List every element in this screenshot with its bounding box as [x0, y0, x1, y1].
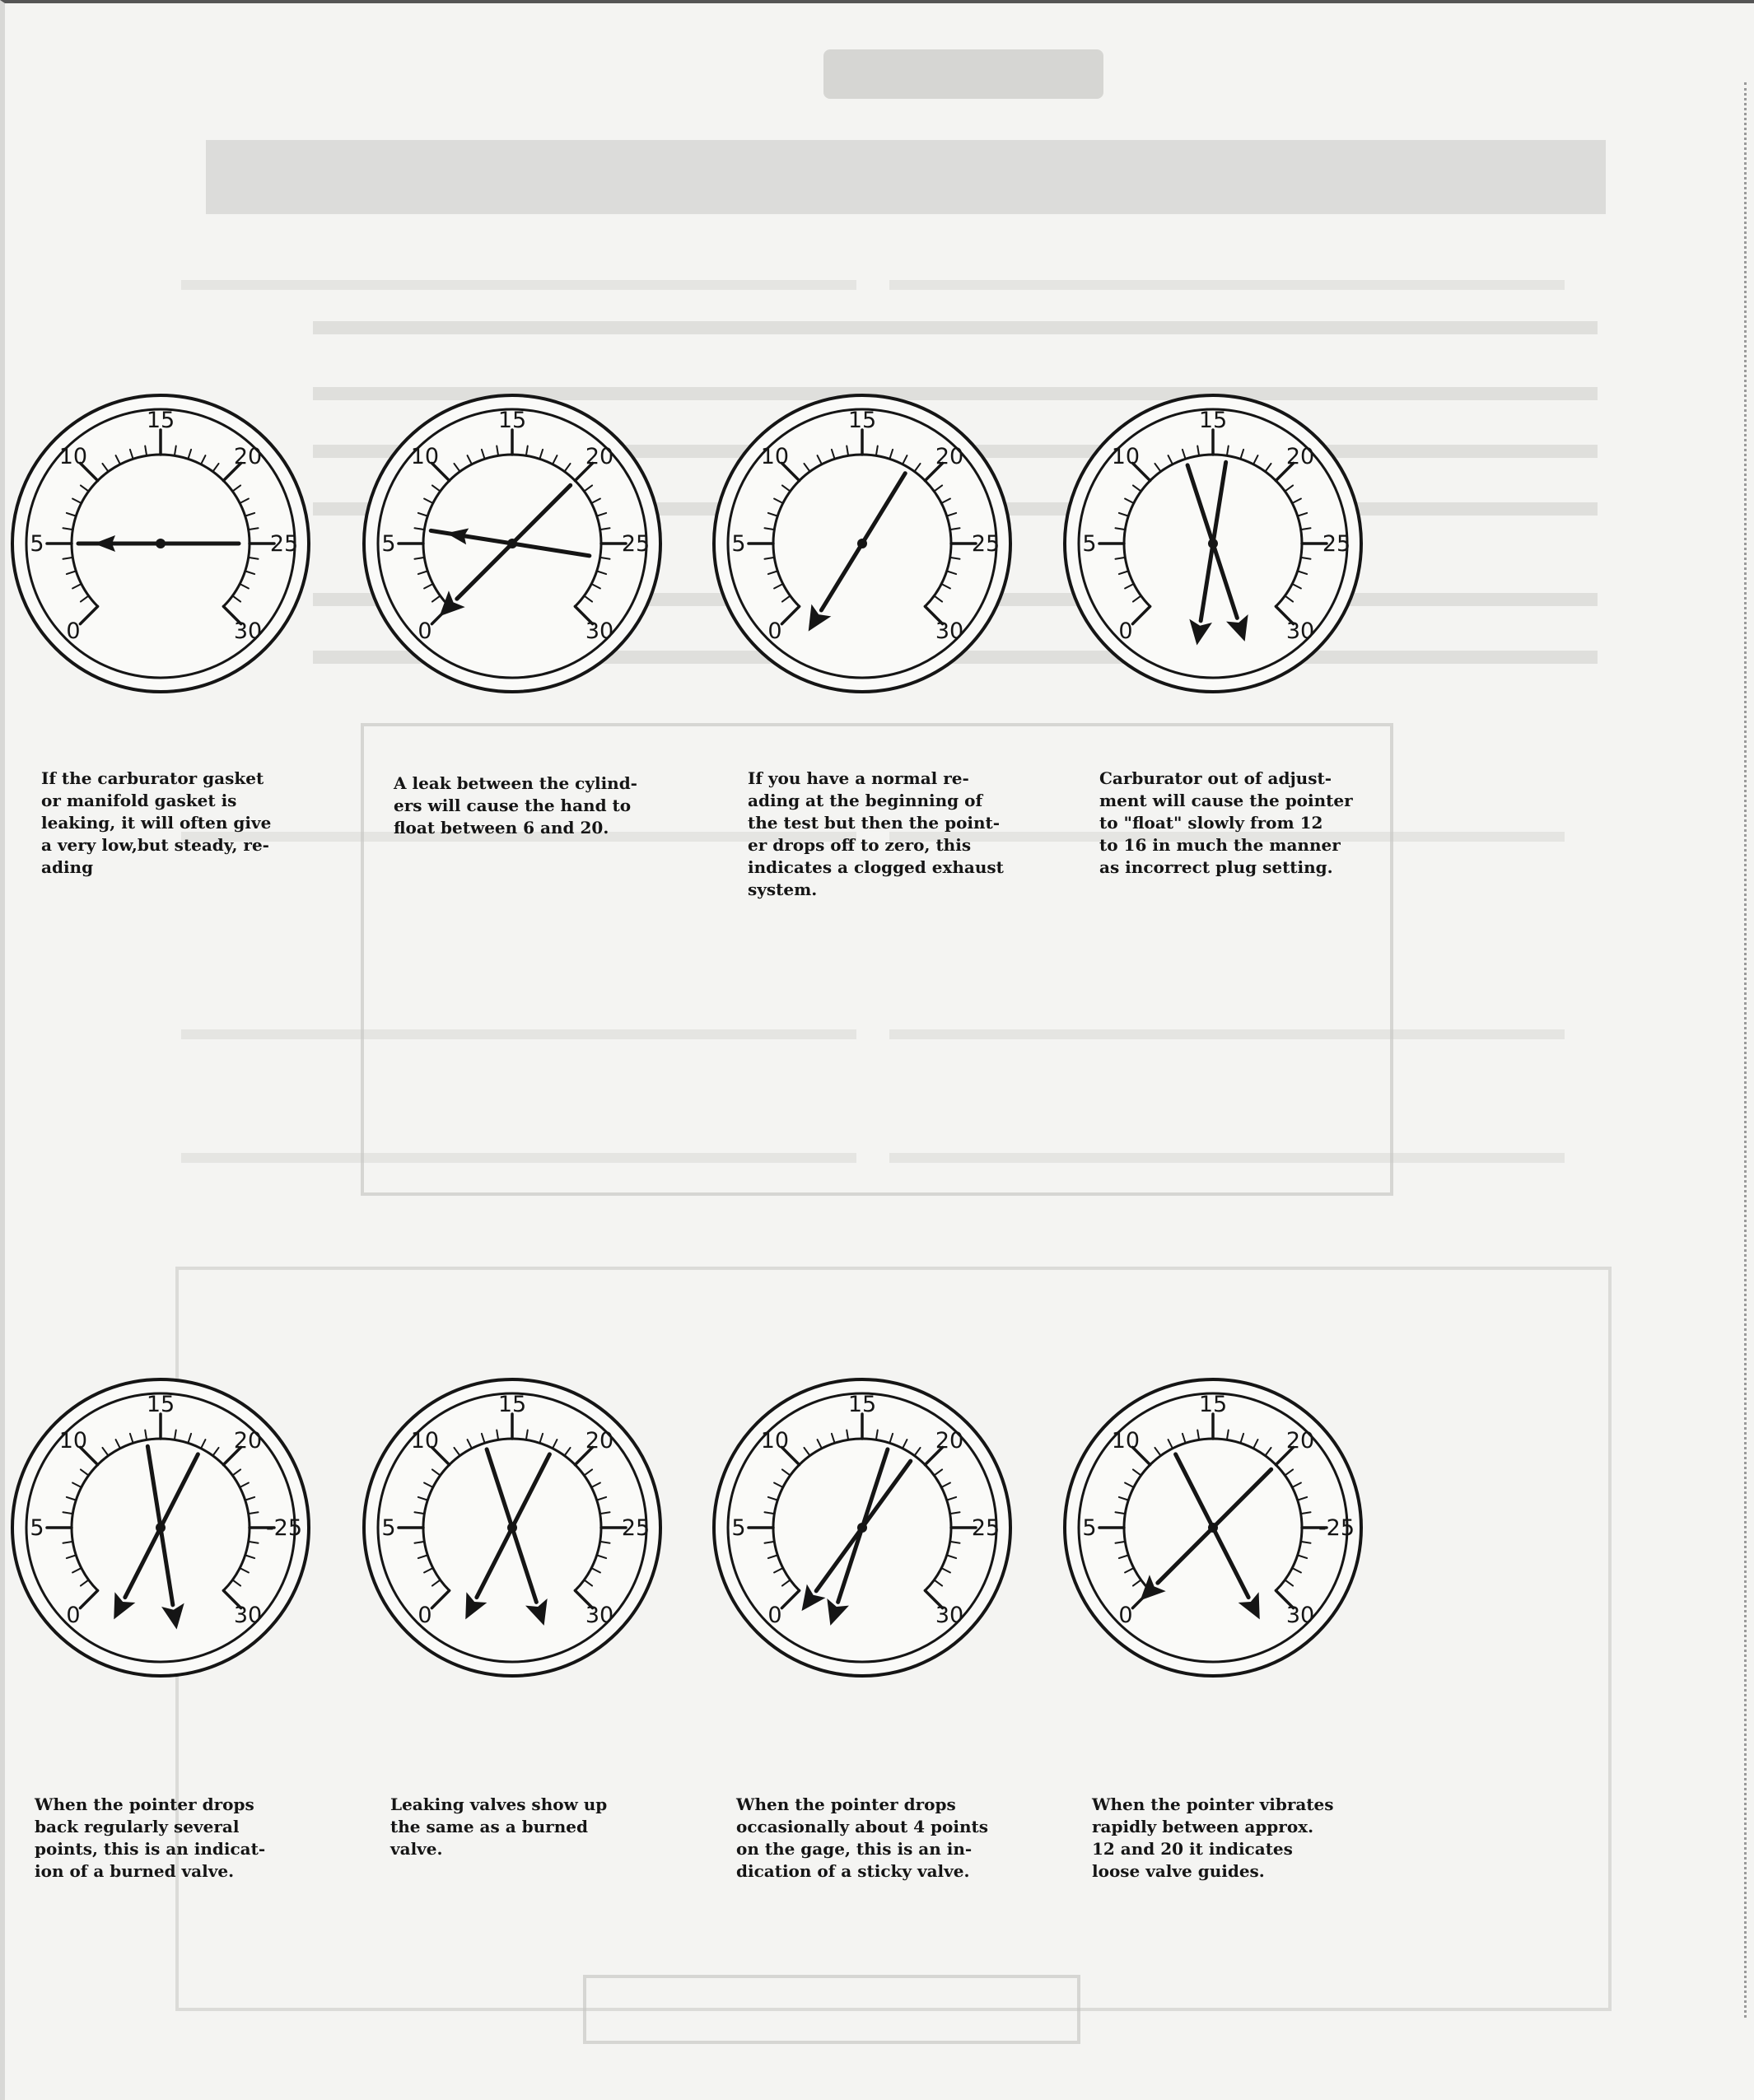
tick-label-25: 25 — [621, 531, 651, 557]
tick-label-5: 5 — [1082, 531, 1097, 557]
tick-label-0: 0 — [1118, 1603, 1133, 1629]
caption-clogged-exhaust: If you have a normal re- ading at the beginning of the test but then the point- er drops off to zero, this indicates a clogged exhaust system. — [748, 768, 1004, 899]
pointer-hub — [1208, 539, 1218, 548]
tick-label-30: 30 — [1285, 618, 1315, 645]
tick-label-30: 30 — [233, 1603, 263, 1629]
tick-label-10: 10 — [1111, 1427, 1141, 1454]
pointer-hub — [156, 539, 166, 548]
tick-label-20: 20 — [585, 443, 614, 469]
tick-label-30: 30 — [935, 618, 964, 645]
tick-label-30: 30 — [1285, 1603, 1315, 1629]
pointer-hub — [507, 1523, 517, 1533]
tick-label-20: 20 — [1285, 1427, 1315, 1454]
caption-carburator-adjustment: Carburator out of adjust- ment will cause the pointer to "float" slowly from 12 to 16 in much the manner as incorrect plug setting. — [1099, 768, 1353, 877]
tick-label-15: 15 — [497, 1392, 527, 1417]
vacuum-gauge-loose-valve-guides — [1057, 1371, 1369, 1684]
tick-label-20: 20 — [1285, 443, 1315, 469]
tick-label-0: 0 — [767, 1603, 782, 1629]
caption-burned-valve: When the pointer drops back regularly several points, this is an indicat- ion of a burned valve. — [35, 1794, 266, 1881]
tick-label-15: 15 — [146, 1392, 175, 1417]
tick-label-15: 15 — [1198, 1392, 1228, 1417]
vacuum-gauge-burned-valve — [4, 1371, 317, 1684]
tick-label-25: 25 — [971, 531, 1001, 557]
tick-label-10: 10 — [410, 1427, 440, 1454]
tick-label-5: 5 — [30, 531, 44, 557]
vacuum-gauge-leaking-valves — [356, 1371, 669, 1684]
tick-label-30: 30 — [585, 1603, 614, 1629]
tick-label-0: 0 — [418, 618, 432, 645]
tick-label-10: 10 — [58, 1427, 88, 1454]
tick-label-10: 10 — [760, 443, 790, 469]
tick-label-15: 15 — [847, 408, 877, 433]
vacuum-gauge-clogged-exhaust — [706, 387, 1019, 700]
tick-label-10: 10 — [1111, 443, 1141, 469]
tick-label-20: 20 — [233, 1427, 263, 1454]
tick-label-25: 25 — [269, 531, 299, 557]
tick-label-20: 20 — [233, 443, 263, 469]
tick-label-0: 0 — [66, 1603, 81, 1629]
tick-label-5: 5 — [381, 531, 396, 557]
tick-label-20: 20 — [585, 1427, 614, 1454]
tick-label-5: 5 — [30, 1515, 44, 1541]
pointer-hub — [857, 539, 867, 548]
tick-label-25: -25 — [1318, 1515, 1355, 1541]
tick-label-5: 5 — [381, 1515, 396, 1541]
tick-label-5: 5 — [731, 1515, 746, 1541]
vacuum-gauge-sticky-valve — [706, 1371, 1019, 1684]
tick-label-25: 25 — [1322, 531, 1351, 557]
vacuum-gauge-carburator-adjustment — [1057, 387, 1369, 700]
tick-label-10: 10 — [58, 443, 88, 469]
pointer-hub — [857, 1523, 867, 1533]
tick-label-0: 0 — [418, 1603, 432, 1629]
tick-label-25: 25 — [971, 1515, 1001, 1541]
pointer-hub — [507, 539, 517, 548]
tick-label-15: 15 — [847, 1392, 877, 1417]
tick-label-30: 30 — [585, 618, 614, 645]
tick-label-5: 5 — [1082, 1515, 1097, 1541]
vacuum-gauge-gasket-leak — [4, 387, 317, 700]
pointer-hub — [156, 1523, 166, 1533]
tick-label-15: 15 — [497, 408, 527, 433]
caption-cylinder-leak: A leak between the cylind- ers will cause the hand to float between 6 and 20. — [394, 773, 637, 838]
vacuum-gauge-cylinder-leak — [356, 387, 669, 700]
tick-label-25: 25 — [621, 1515, 651, 1541]
tick-label-20: 20 — [935, 443, 964, 469]
caption-leaking-valves: Leaking valves show up the same as a burned valve. — [390, 1794, 608, 1859]
tick-label-10: 10 — [410, 443, 440, 469]
tick-label-25: -25 — [265, 1515, 303, 1541]
tick-label-0: 0 — [767, 618, 782, 645]
tick-label-15: 15 — [1198, 408, 1228, 433]
tick-label-30: 30 — [935, 1603, 964, 1629]
caption-gasket-leak: If the carburator gasket or manifold gasket is leaking, it will often give a very low,but steady, re- ading — [41, 768, 272, 877]
tick-label-5: 5 — [731, 531, 746, 557]
tick-label-20: 20 — [935, 1427, 964, 1454]
pointer-hub — [1208, 1523, 1218, 1533]
tick-label-10: 10 — [760, 1427, 790, 1454]
tick-label-15: 15 — [146, 408, 175, 433]
caption-sticky-valve: When the pointer drops occasionally about 4 points on the gage, this is an in- dication of a sticky valve. — [736, 1794, 988, 1881]
tick-label-0: 0 — [1118, 618, 1133, 645]
tick-label-30: 30 — [233, 618, 263, 645]
caption-loose-valve-guides: When the pointer vibrates rapidly between approx. 12 and 20 it indicates loose valve guides. — [1092, 1794, 1334, 1881]
tick-label-0: 0 — [66, 618, 81, 645]
